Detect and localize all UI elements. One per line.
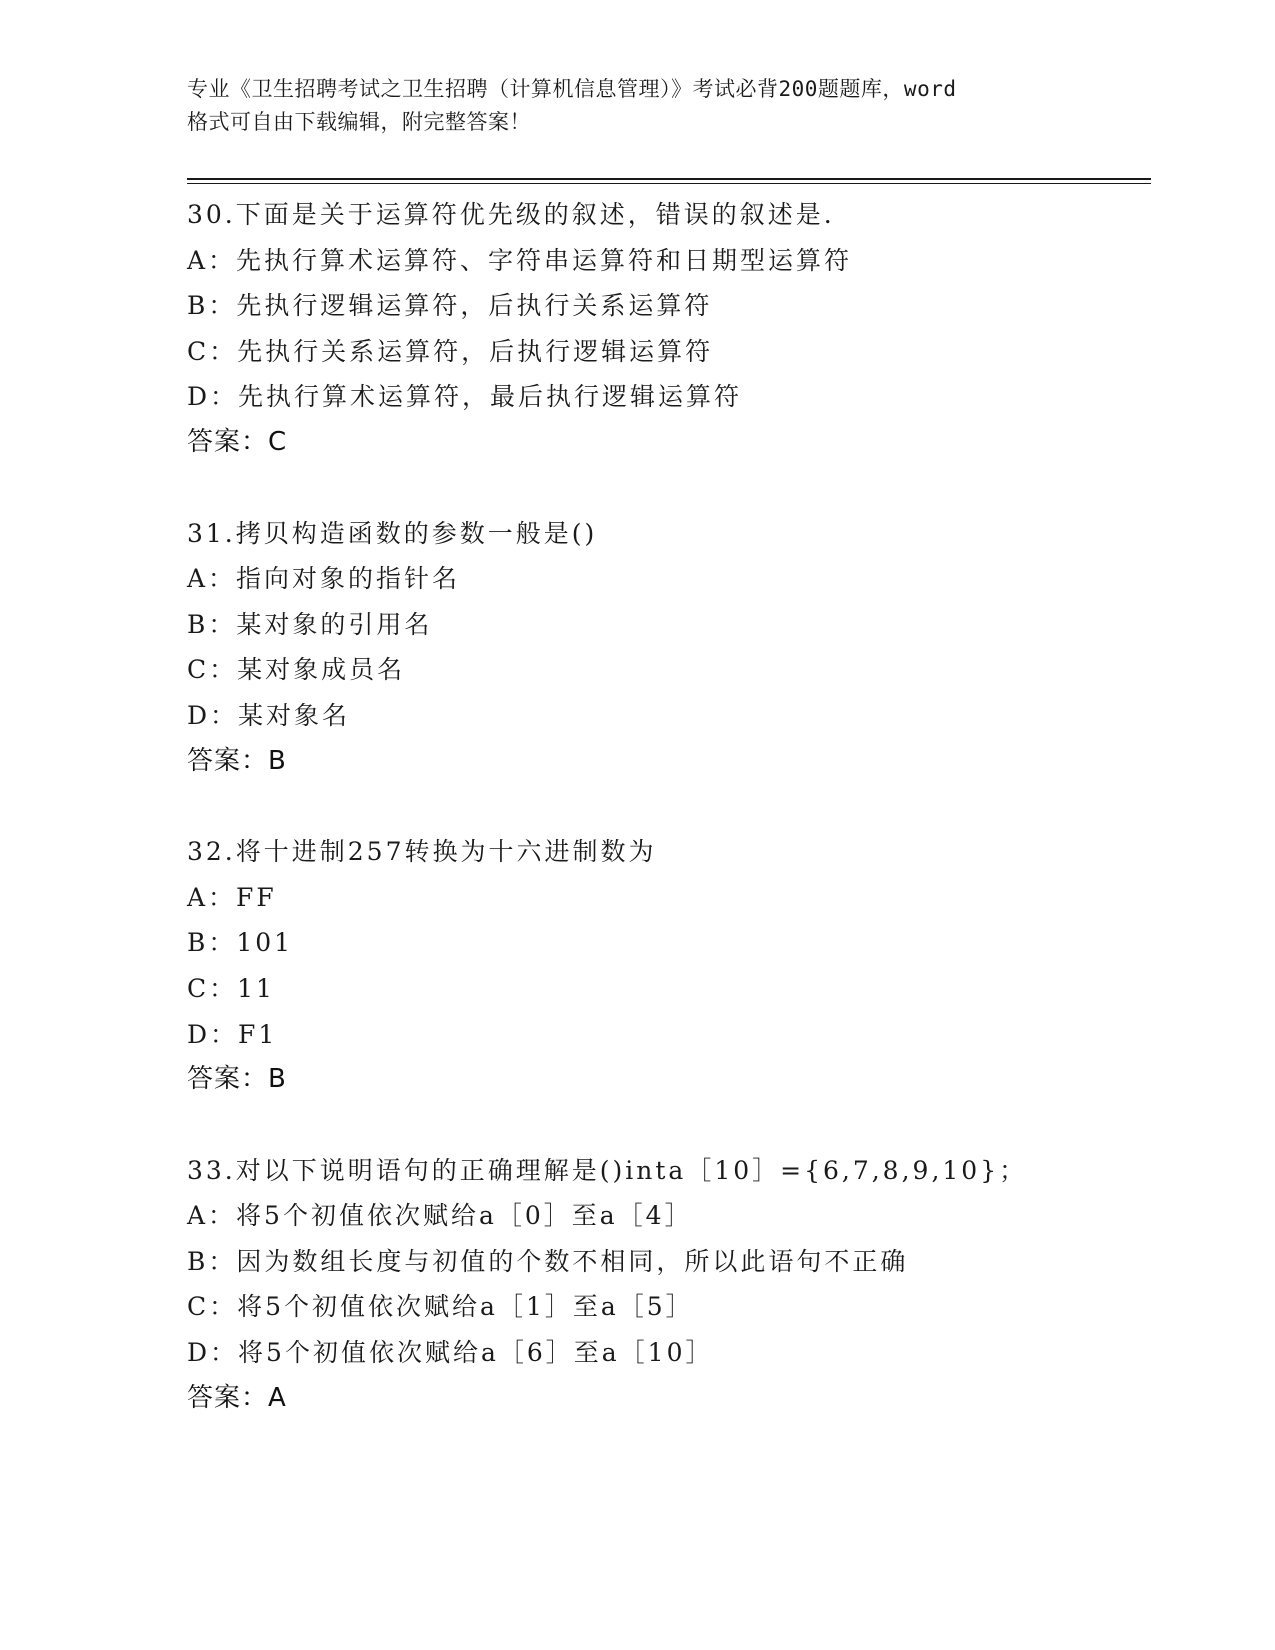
option-a: A：将5个初值依次赋给a［0］至a［4］: [187, 1201, 693, 1231]
question-stem: 31.拷贝构造函数的参数一般是(): [187, 518, 598, 548]
option-b: B：101: [187, 928, 294, 958]
question-stem: 30.下面是关于运算符优先级的叙述，错误的叙述是.: [187, 200, 835, 229]
option-c: C：先执行关系运算符，后执行逻辑运算符: [187, 336, 714, 366]
question-block: [187, 511, 1147, 785]
option-d: D：将5个初值依次赋给a［6］至a［10］: [187, 1338, 714, 1368]
answer-line: 答案：A: [187, 1382, 287, 1413]
question-block: [187, 192, 1147, 466]
option-b: B：先执行逻辑运算符，后执行关系运算符: [187, 291, 713, 321]
option-d: D：先执行算术运算符，最后执行逻辑运算符: [187, 382, 743, 412]
header-line-1: 专业《卫生招聘考试之卫生招聘（计算机信息管理）》考试必背200题题库，word: [187, 77, 957, 101]
header-line-2: 格式可自由下载编辑，附完整答案！: [187, 110, 531, 134]
header-divider-thick: [187, 178, 1151, 180]
header-divider-thin: [187, 183, 1151, 184]
option-d: D：某对象名: [187, 700, 351, 730]
option-c: C：某对象成员名: [187, 655, 406, 685]
question-stem: 33.对以下说明语句的正确理解是()inta［10］={6,7,8,9,10}；: [187, 1155, 1028, 1185]
option-c: C：11: [187, 973, 275, 1003]
option-d: D：F1: [187, 1019, 278, 1049]
answer-line: 答案：B: [187, 745, 287, 776]
option-c: C：将5个初值依次赋给a［1］至a［5］: [187, 1292, 694, 1322]
question-block: [187, 1148, 1147, 1422]
question-block: [187, 829, 1147, 1103]
question-list: [187, 192, 1147, 1466]
option-a: A：FF: [187, 882, 277, 912]
document-header: [187, 73, 1087, 139]
answer-line: 答案：C: [187, 426, 288, 457]
answer-line: 答案：B: [187, 1064, 287, 1095]
question-stem: 32.将十进制257转换为十六进制数为: [187, 837, 657, 867]
option-b: B：因为数组长度与初值的个数不相同，所以此语句不正确: [187, 1246, 909, 1276]
option-a: A：先执行算术运算符、字符串运算符和日期型运算符: [187, 245, 853, 275]
option-b: B：某对象的引用名: [187, 609, 433, 639]
option-a: A：指向对象的指针名: [187, 564, 461, 594]
